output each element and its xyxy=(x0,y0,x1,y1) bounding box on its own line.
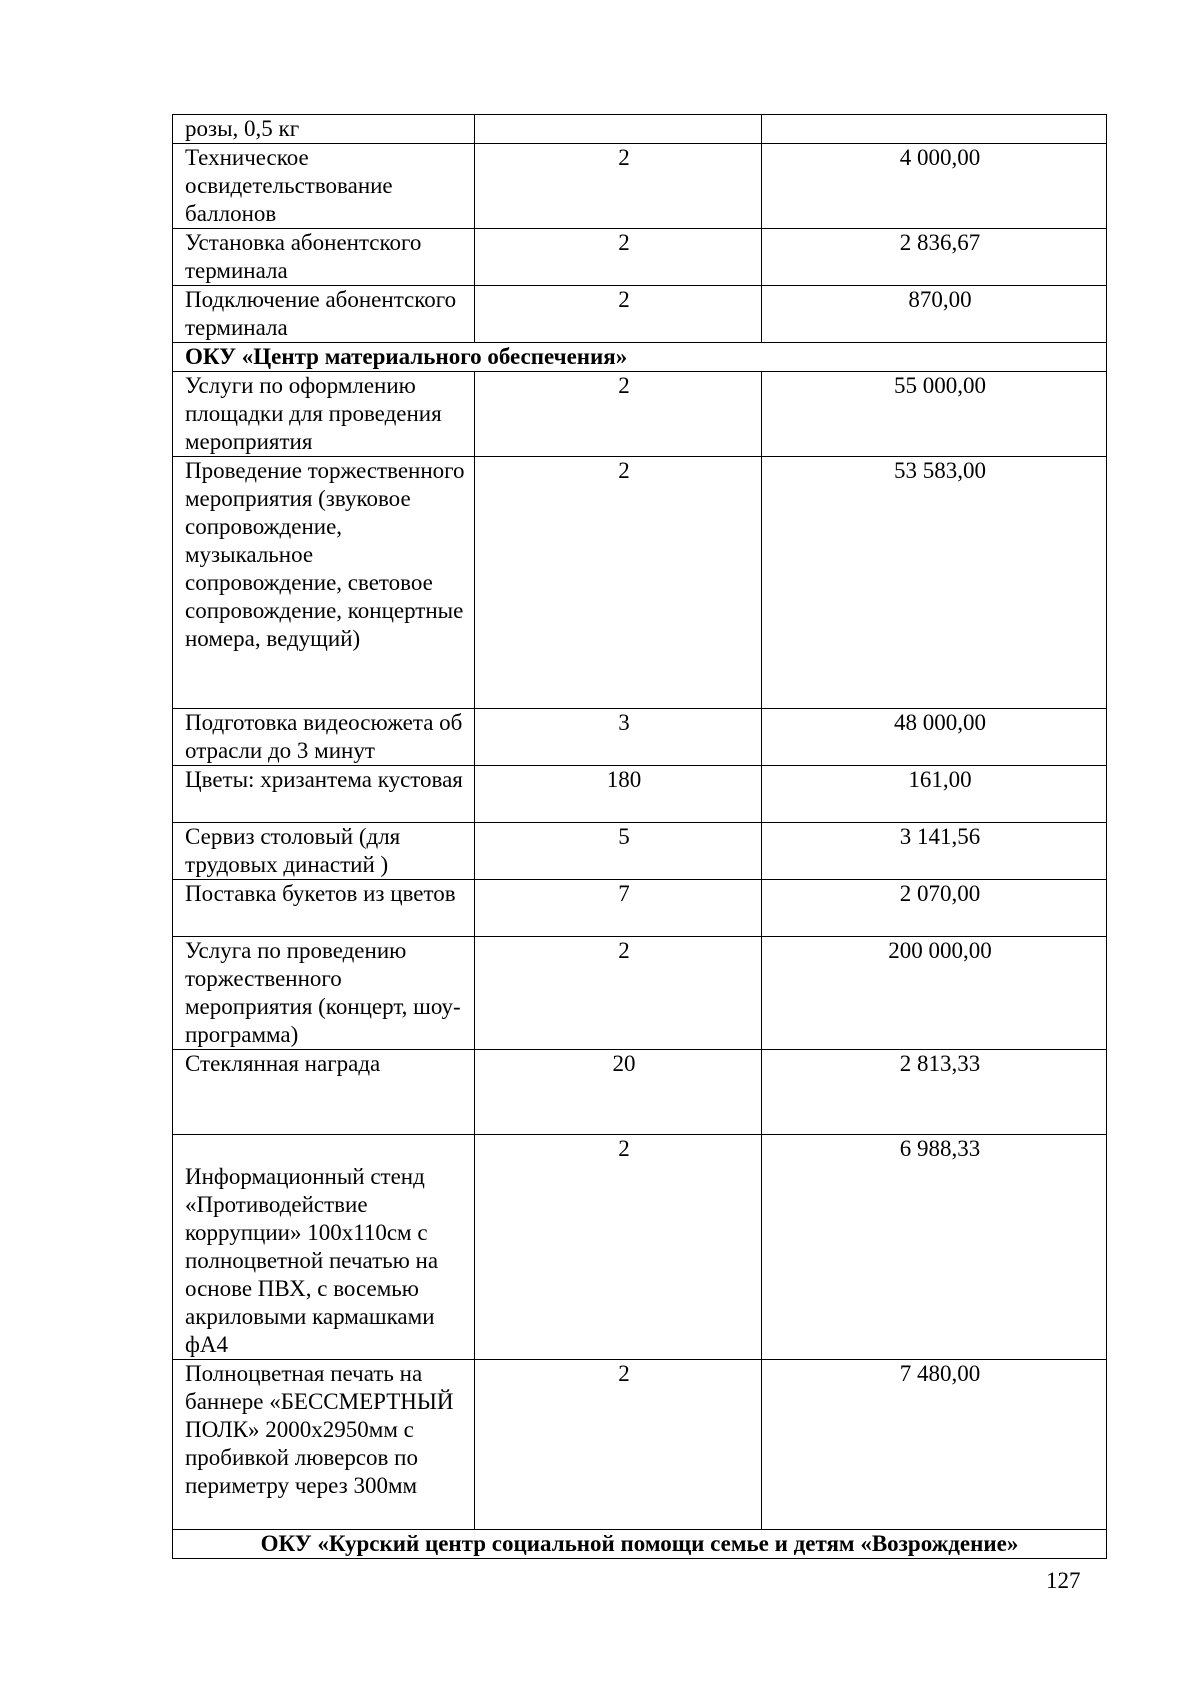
item-qty: 2 xyxy=(475,457,762,709)
item-name: Техническое освидетельствование баллонов xyxy=(173,144,475,229)
item-qty: 20 xyxy=(475,1050,762,1135)
item-name: Услуги по оформлению площадки для проведения мероприятия xyxy=(173,372,475,457)
item-qty: 2 xyxy=(475,286,762,343)
item-qty: 7 xyxy=(475,880,762,937)
item-price: 161,00 xyxy=(762,766,1107,823)
price-table xyxy=(172,114,1107,1559)
table-row xyxy=(173,457,1107,709)
item-qty: 2 xyxy=(475,937,762,1050)
item-qty: 2 xyxy=(475,372,762,457)
item-name: Информационный стенд «Противодействие коррупции» 100х110см с полноцветной печатью на основе ПВХ, с восемью акриловыми кармашками фА4 xyxy=(173,1135,475,1360)
item-name: розы, 0,5 кг xyxy=(173,115,475,144)
item-price: 7 480,00 xyxy=(762,1360,1107,1530)
item-qty: 5 xyxy=(475,823,762,880)
item-name: Подготовка видеосюжета об отрасли до 3 минут xyxy=(173,709,475,766)
table-row xyxy=(173,823,1107,880)
item-name: Полноцветная печать на баннере «БЕССМЕРТНЫЙ ПОЛК» 2000х2950мм с пробивкой люверсов по периметру через 300мм xyxy=(173,1360,475,1530)
section-row xyxy=(173,1530,1107,1559)
section-heading: ОКУ «Центр материального обеспечения» xyxy=(173,343,1107,372)
item-name: Цветы: хризантема кустовая xyxy=(173,766,475,823)
table-row xyxy=(173,229,1107,286)
item-name: Поставка букетов из цветов xyxy=(173,880,475,937)
item-price: 3 141,56 xyxy=(762,823,1107,880)
item-qty: 2 xyxy=(475,229,762,286)
item-price xyxy=(762,115,1107,144)
table-row xyxy=(173,115,1107,144)
item-price: 53 583,00 xyxy=(762,457,1107,709)
item-price: 2 070,00 xyxy=(762,880,1107,937)
item-qty: 180 xyxy=(475,766,762,823)
table-row xyxy=(173,937,1107,1050)
table-row xyxy=(173,372,1107,457)
item-price: 6 988,33 xyxy=(762,1135,1107,1360)
item-price: 4 000,00 xyxy=(762,144,1107,229)
item-qty: 2 xyxy=(475,1360,762,1530)
table-row xyxy=(173,144,1107,229)
table-row xyxy=(173,709,1107,766)
item-price: 870,00 xyxy=(762,286,1107,343)
table-row xyxy=(173,1050,1107,1135)
item-name: Подключение абонентского терминала xyxy=(173,286,475,343)
item-name: Проведение торжественного мероприятия (звуковое сопровождение, музыкальное сопровождение, световое сопровождение, концертные номера, ведущий) xyxy=(173,457,475,709)
item-qty: 2 xyxy=(475,1135,762,1360)
item-name: Услуга по проведению торжественного мероприятия (концерт, шоу-программа) xyxy=(173,937,475,1050)
item-qty xyxy=(475,115,762,144)
table-row xyxy=(173,1135,1107,1360)
item-qty: 3 xyxy=(475,709,762,766)
page-number: 127 xyxy=(1046,1568,1081,1593)
item-price: 55 000,00 xyxy=(762,372,1107,457)
section-row xyxy=(173,343,1107,372)
table-row xyxy=(173,880,1107,937)
table-row xyxy=(173,766,1107,823)
section-heading: ОКУ «Курский центр социальной помощи семье и детям «Возрождение» xyxy=(173,1530,1107,1559)
item-price: 200 000,00 xyxy=(762,937,1107,1050)
table-row xyxy=(173,1360,1107,1530)
item-name: Сервиз столовый (для трудовых династий ) xyxy=(173,823,475,880)
item-price: 48 000,00 xyxy=(762,709,1107,766)
item-price: 2 813,33 xyxy=(762,1050,1107,1135)
item-qty: 2 xyxy=(475,144,762,229)
item-name: Установка абонентского терминала xyxy=(173,229,475,286)
item-price: 2 836,67 xyxy=(762,229,1107,286)
table-row xyxy=(173,286,1107,343)
item-name: Стеклянная награда xyxy=(173,1050,475,1135)
